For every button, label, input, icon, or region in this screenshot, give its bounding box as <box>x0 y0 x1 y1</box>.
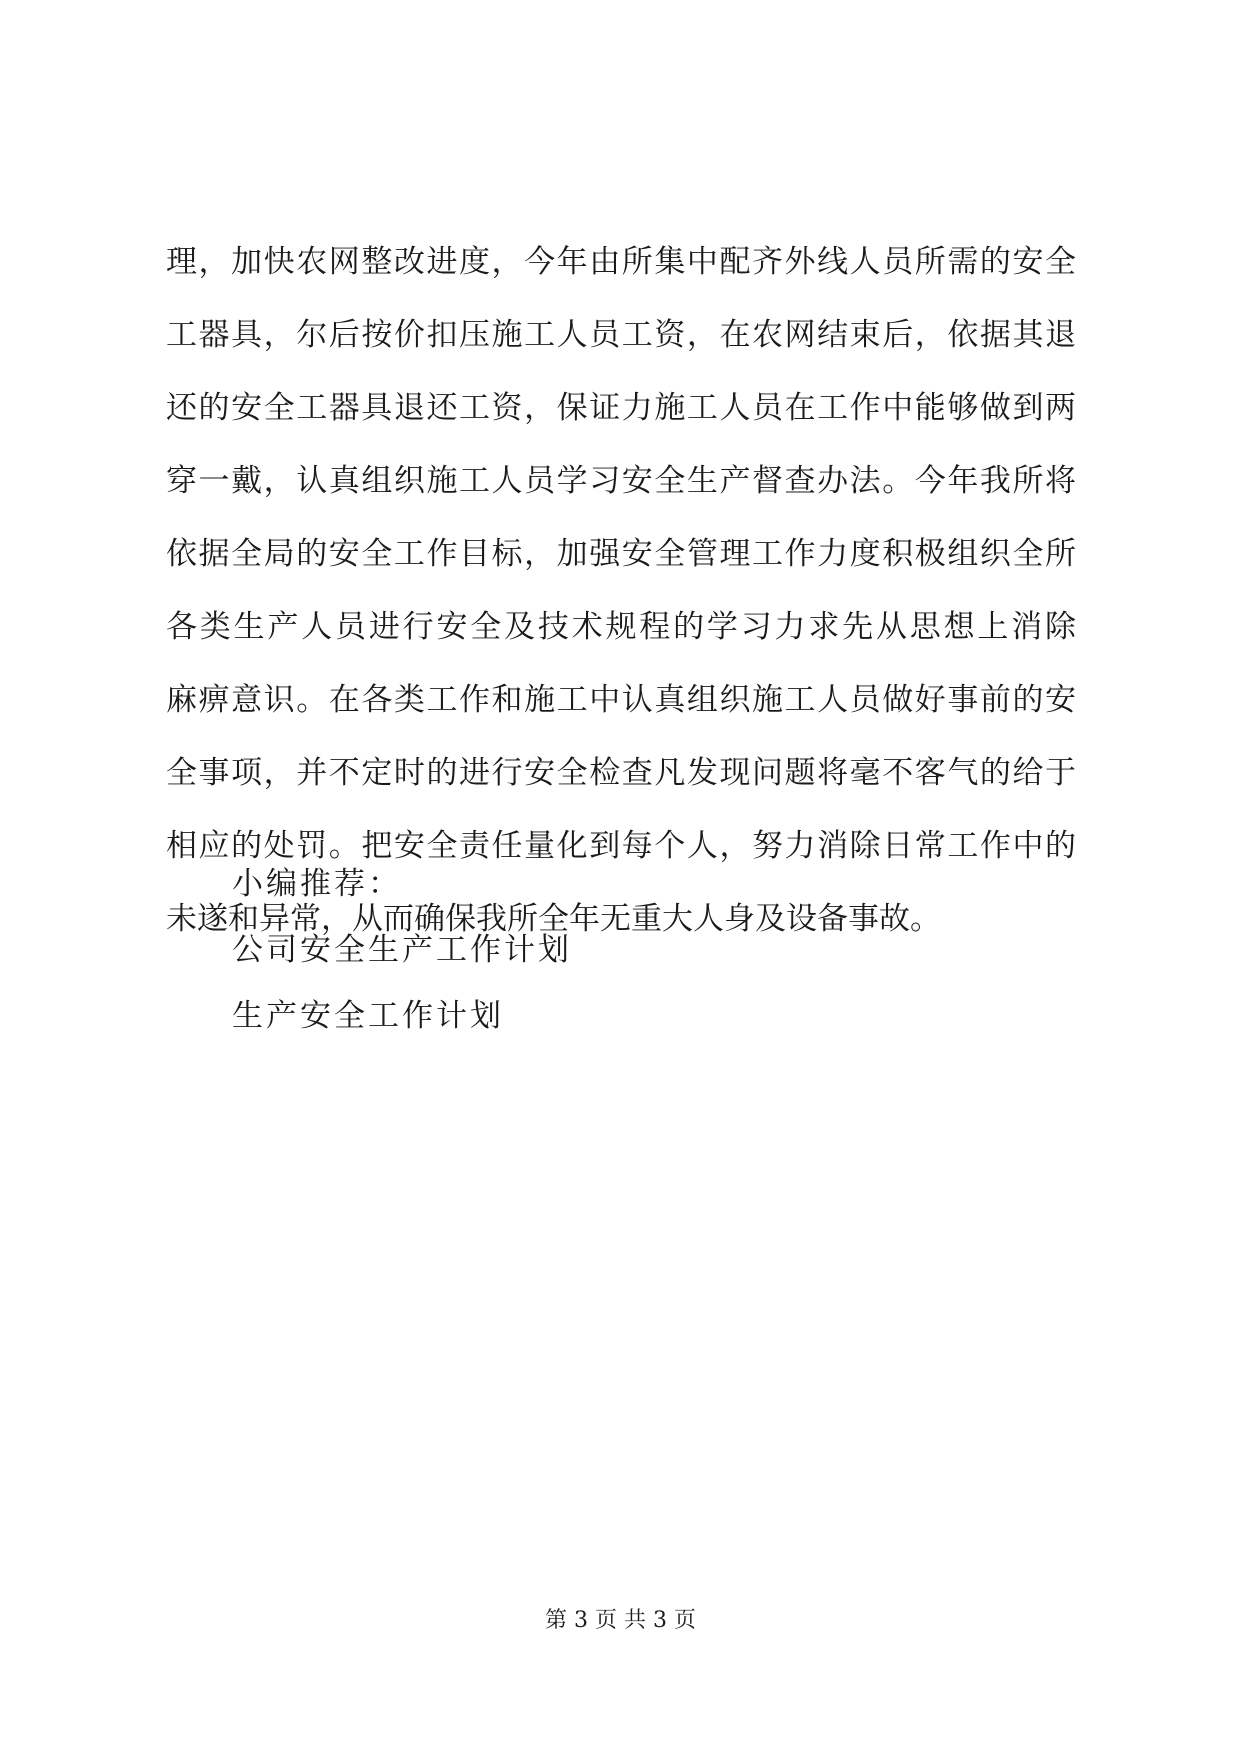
body-line-last: 未遂和异常，从而确保我所全年无重大人身及设备事故。 <box>166 901 941 937</box>
recommend-label: 小编推荐： <box>232 866 402 902</box>
body-line: 理，加快农网整改进度，今年由所集中配齐外线人员所需的安全 <box>166 244 1076 280</box>
body-line: 全事项，并不定时的进行安全检查凡发现问题将毫不客气的给于 <box>166 755 1076 791</box>
body-line: 各类生产人员进行安全及技术规程的学习力求先从思想上消除 <box>166 609 1076 645</box>
recommend-item <box>232 917 932 983</box>
body-line: 依据全局的安全工作目标，加强安全管理工作力度积极组织全所 <box>166 536 1076 572</box>
body-line: 相应的处罚。把安全责任量化到每个人，努力消除日常工作中的 <box>166 828 1076 864</box>
page-number: 第 3 页 共 3 页 <box>545 1608 696 1633</box>
body-line: 麻痹意识。在各类工作和施工中认真组织施工人员做好事前的安 <box>166 682 1076 718</box>
recommend-section <box>232 851 932 1049</box>
recommend-link-company-safety-plan[interactable]: 公司安全生产工作计划 <box>232 932 572 968</box>
body-text <box>166 226 1076 956</box>
recommend-item <box>232 983 932 1049</box>
page-footer <box>0 1606 1241 1636</box>
recommend-link-production-safety-plan[interactable]: 生产安全工作计划 <box>232 998 504 1034</box>
body-line: 穿一戴，认真组织施工人员学习安全生产督查办法。今年我所将 <box>166 463 1076 499</box>
body-line: 还的安全工器具退还工资，保证力施工人员在工作中能够做到两 <box>166 390 1076 426</box>
body-line: 工器具，尔后按价扣压施工人员工资，在农网结束后，依据其退 <box>166 317 1076 353</box>
